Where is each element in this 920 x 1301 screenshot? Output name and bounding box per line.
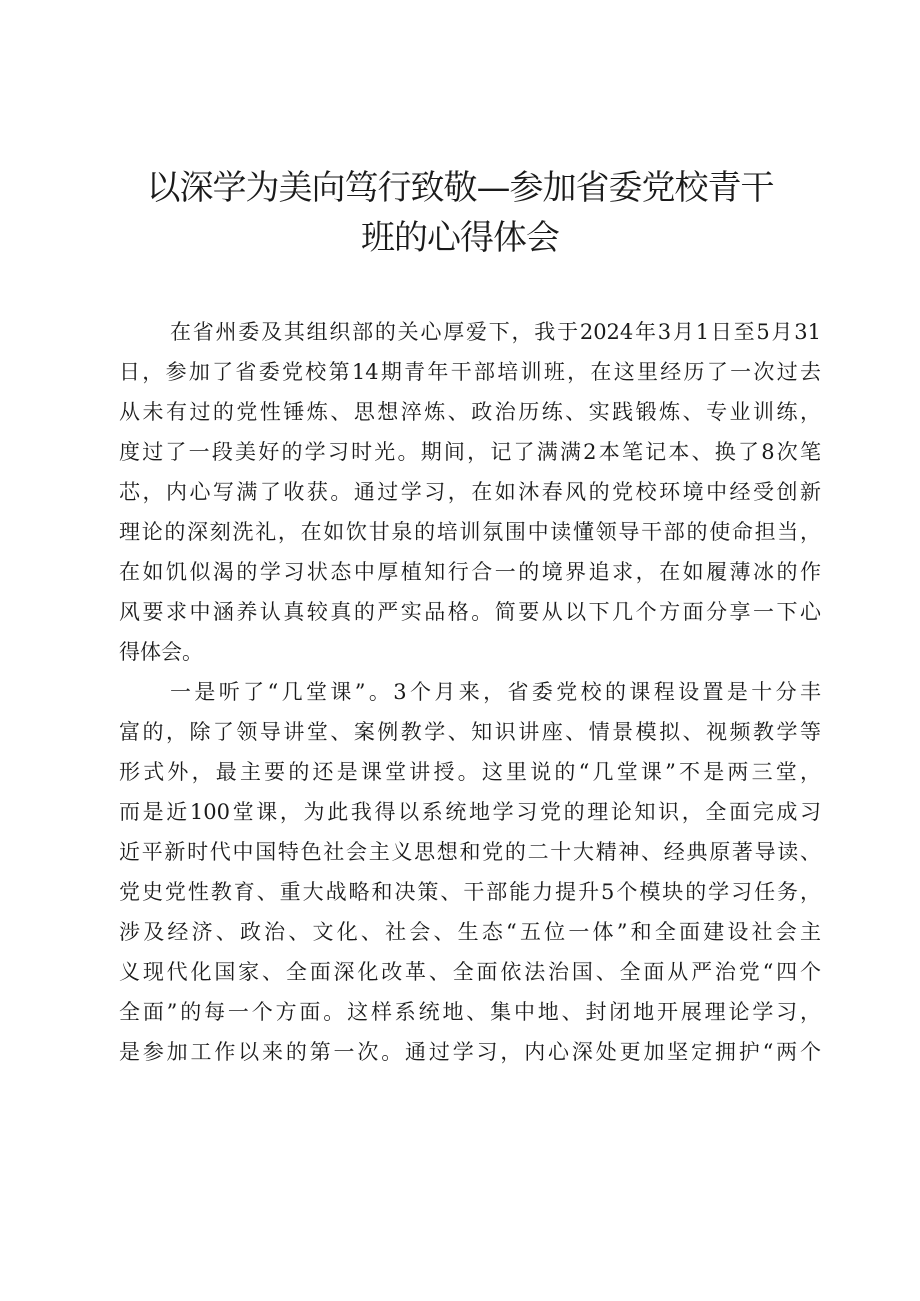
document-title-line-2: 班的心得体会 (361, 218, 559, 258)
paragraph-2-line: 一是听了“几堂课”。3个月来，省委党校的课程设置是十分丰 (170, 680, 821, 704)
paragraph-2-line: 全面”的每一个方面。这样系统地、集中地、封闭地开展理论学习， (119, 1000, 821, 1024)
paragraph-2-line: 而是近100堂课，为此我得以系统地学习党的理论知识，全面完成习 (119, 800, 821, 824)
paragraph-1-line: 度过了一段美好的学习时光。期间，记了满满2本笔记本、换了8次笔 (119, 440, 821, 464)
paragraph-2-line: 形式外，最主要的还是课堂讲授。这里说的“几堂课”不是两三堂， (119, 760, 821, 784)
paragraph-2-line: 涉及经济、政治、文化、社会、生态“五位一体”和全面建设社会主 (119, 920, 821, 944)
paragraph-2-line: 富的，除了领导讲堂、案例教学、知识讲座、情景模拟、视频教学等 (119, 720, 821, 744)
paragraph-1-line: 在省州委及其组织部的关心厚爱下，我于2024年3月1日至5月31 (170, 320, 821, 344)
paragraph-1-line: 风要求中涵养认真较真的严实品格。简要从以下几个方面分享一下心 (119, 600, 821, 624)
paragraph-2-line: 义现代化国家、全面深化改革、全面依法治国、全面从严治党“四个 (119, 960, 821, 984)
paragraph-2-line: 党史党性教育、重大战略和决策、干部能力提升5个模块的学习任务， (119, 880, 821, 904)
paragraph-2-line: 近平新时代中国特色社会主义思想和党的二十大精神、经典原著导读、 (119, 840, 821, 864)
paragraph-1-line: 得体会。 (119, 640, 203, 664)
paragraph-1-line: 理论的深刻洗礼，在如饮甘泉的培训氛围中读懂领导干部的使命担当， (119, 520, 821, 544)
paragraph-1-line: 芯，内心写满了收获。通过学习，在如沐春风的党校环境中经受创新 (119, 480, 821, 504)
paragraph-2-line: 是参加工作以来的第一次。通过学习，内心深处更加坚定拥护“两个 (119, 1040, 821, 1064)
paragraph-1-line: 日，参加了省委党校第14期青年干部培训班，在这里经历了一次过去 (119, 360, 821, 384)
paragraph-1-line: 在如饥似渴的学习状态中厚植知行合一的境界追求，在如履薄冰的作 (119, 560, 821, 584)
paragraph-1-line: 从未有过的党性锤炼、思想淬炼、政治历练、实践锻炼、专业训练， (119, 400, 821, 424)
document-title-line-1: 以深学为美向笃行致敬—参加省委党校青干 (146, 168, 774, 208)
